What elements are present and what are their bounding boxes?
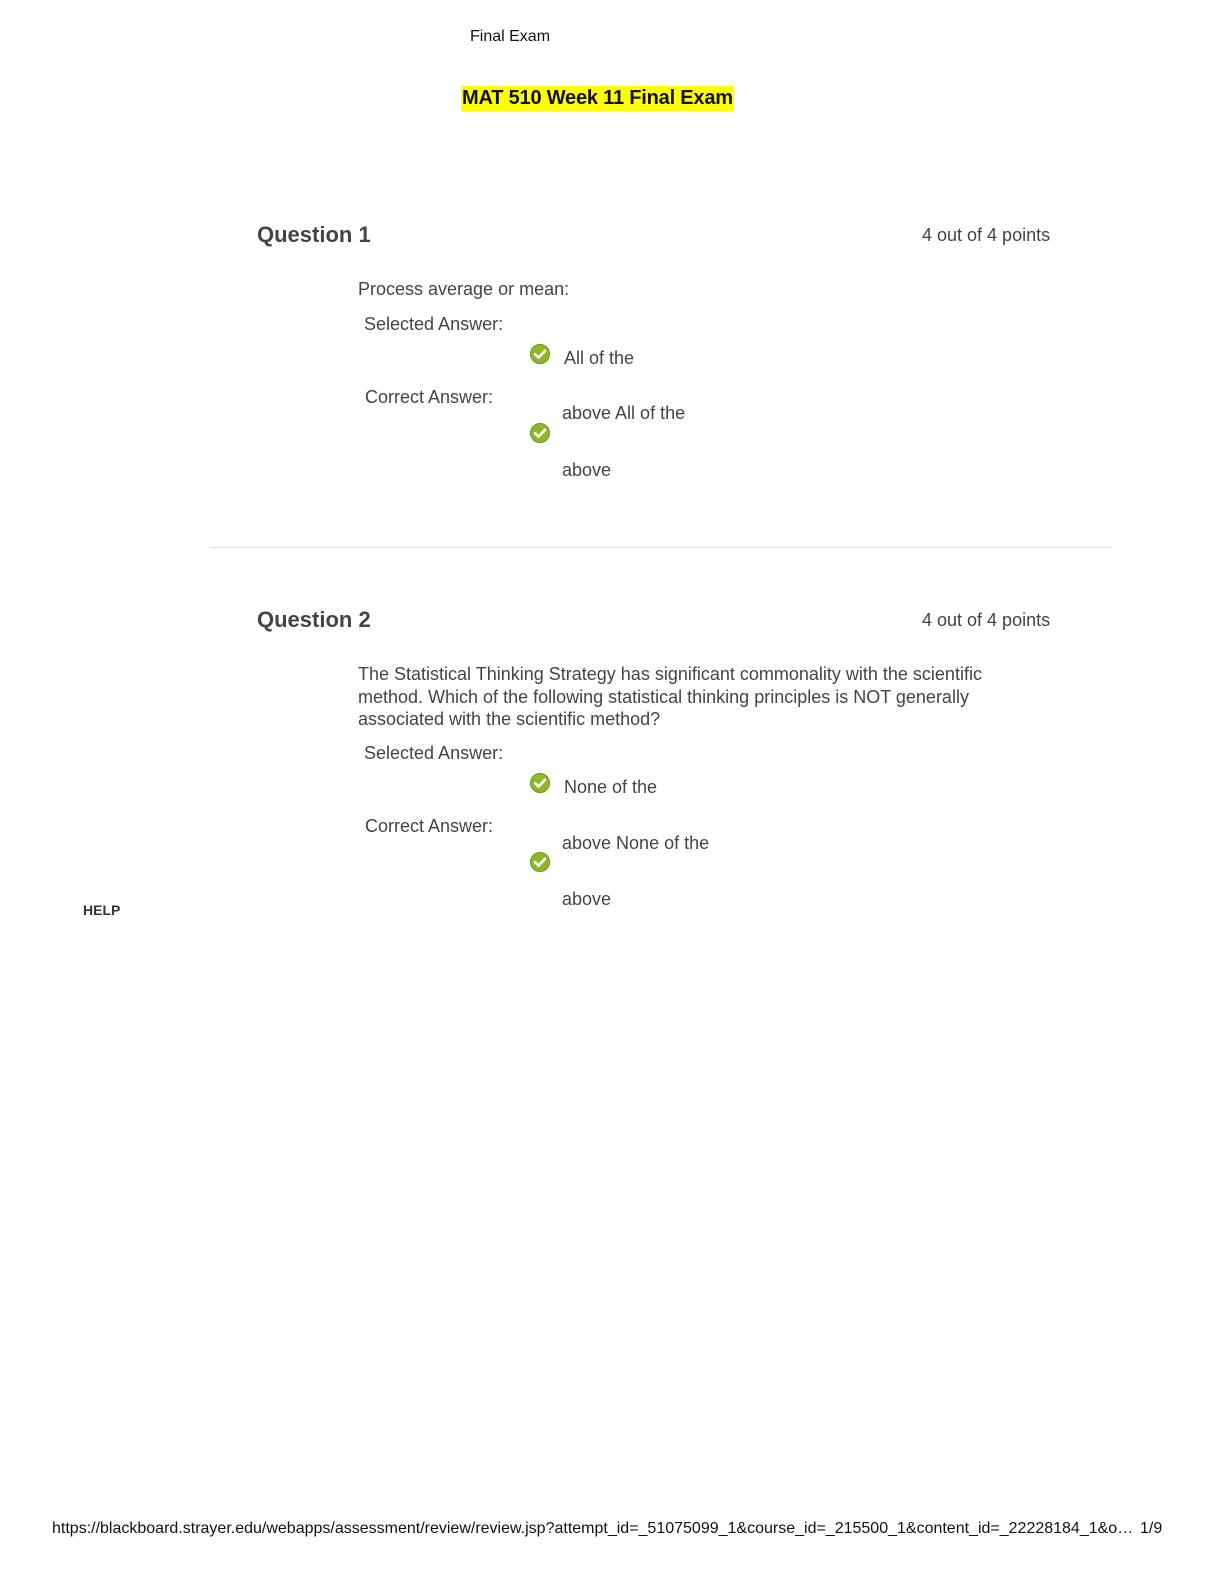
correct-answer-text: above: [562, 889, 612, 909]
question-points: 4 out of 4 points: [922, 225, 1051, 245]
selected-answer-label: Selected Answer:: [364, 314, 504, 334]
check-circle-icon: [530, 423, 550, 443]
question-points: 4 out of 4 points: [922, 610, 1051, 630]
check-circle-icon: [530, 344, 550, 364]
selected-answer-label: Selected Answer:: [364, 743, 504, 763]
question-title: Question 2: [257, 607, 371, 632]
question-text: The Statistical Thinking Strategy has significant commonality with the scientific method. Which of the following statistical thinking principles is NOT generally associated with the scientific method?: [358, 664, 982, 729]
page-header-title: Final Exam: [470, 28, 551, 45]
check-circle-icon: [530, 773, 550, 793]
correct-answer-label: Correct Answer:: [365, 816, 494, 836]
correct-answer-label: Correct Answer:: [365, 387, 494, 407]
footer-page-number: 1/9: [1140, 1520, 1163, 1537]
selected-answer-text: All of the: [564, 348, 635, 368]
selected-answer-text: None of the: [564, 777, 658, 797]
answer-text-line: above All of the: [562, 403, 686, 423]
question-divider: [211, 547, 1111, 548]
answer-text-line: above None of the: [562, 833, 710, 853]
correct-answer-text: above: [562, 460, 612, 480]
footer-url: https://blackboard.strayer.edu/webapps/assessment/review/review.jsp?attempt_id=_51075099_1&course_id=_215500_1&content_id=_22228184_1&o…: [52, 1520, 1134, 1537]
question-title: Question 1: [257, 222, 371, 247]
check-circle-icon: [530, 852, 550, 872]
help-link[interactable]: HELP: [83, 902, 121, 918]
document-title: MAT 510 Week 11 Final Exam: [462, 87, 733, 109]
question-text: Process average or mean:: [358, 279, 570, 299]
